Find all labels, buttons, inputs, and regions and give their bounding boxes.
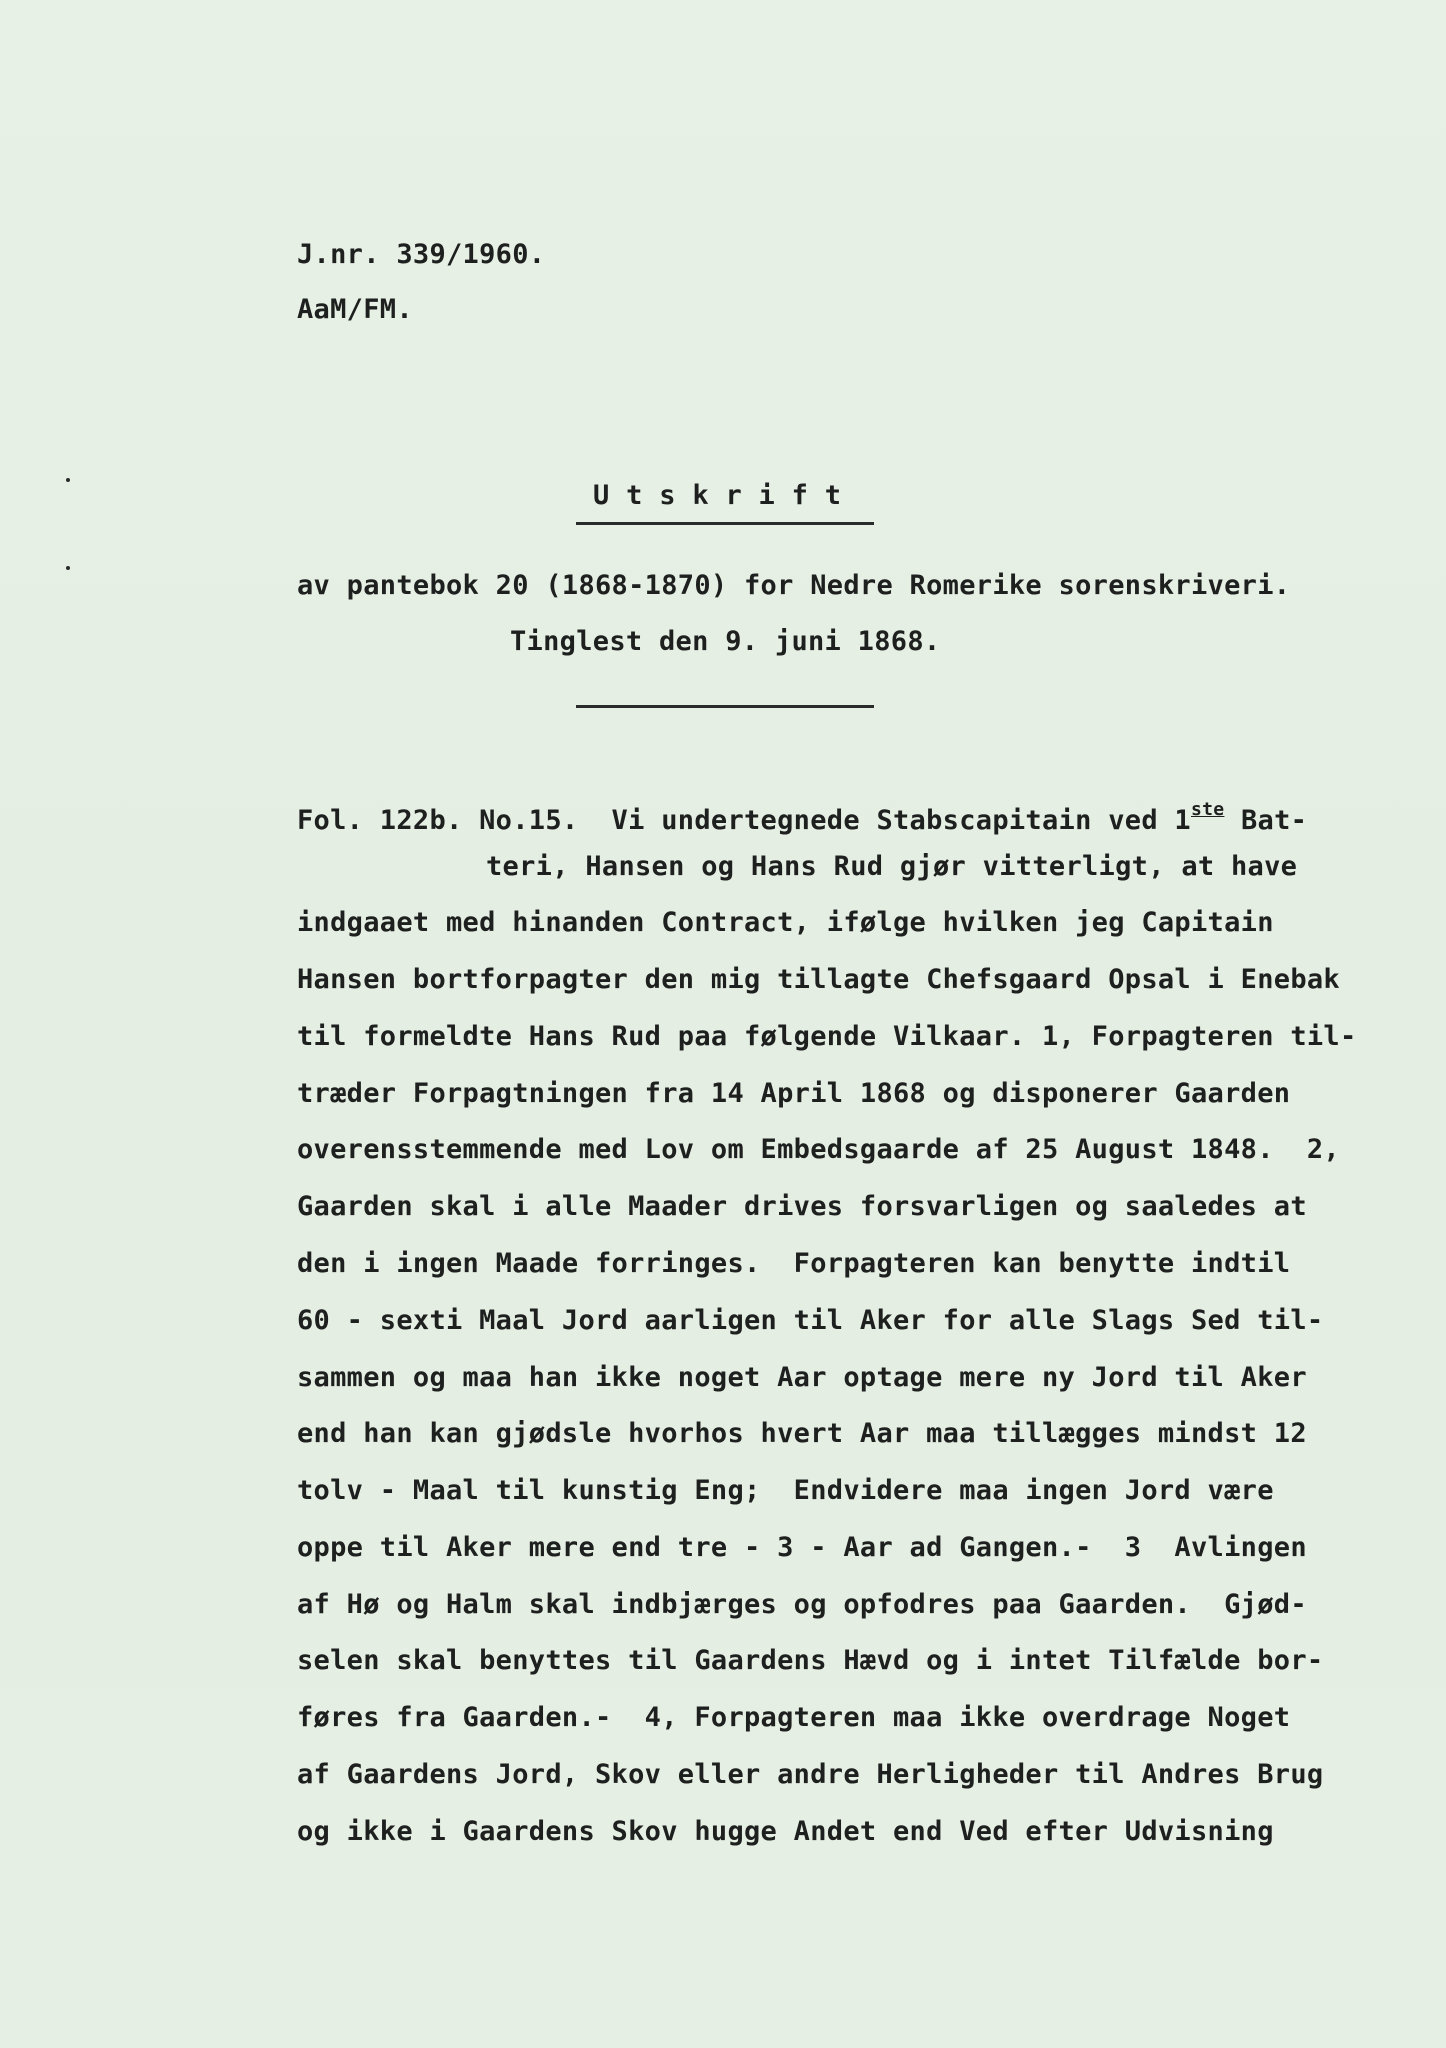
body-first-line xyxy=(297,793,1307,838)
body-line: Gaarden skal i alle Maader drives forsvarligen og saaledes at xyxy=(297,1191,1307,1222)
body-line: overensstemmende med Lov om Embedsgaarde af 25 August 1848. 2, xyxy=(297,1134,1340,1165)
body-line: end han kan gjødsle hvorhos hvert Aar maa tillægges mindst 12 xyxy=(297,1418,1307,1449)
body-line: selen skal benyttes til Gaardens Hævd og i intet Tilfælde bor- xyxy=(297,1645,1324,1676)
body-line: tolv - Maal til kunstig Eng; Endvidere maa ingen Jord være xyxy=(297,1475,1274,1506)
document-subtitle-line2: Tinglest den 9. juni 1868. xyxy=(510,626,941,657)
body-first-line-end: Bat- xyxy=(1224,805,1308,836)
body-line: føres fra Gaarden.- 4, Forpagteren maa ikke overdrage Noget xyxy=(297,1702,1291,1733)
body-first-line-text: Fol. 122b. No.15. Vi undertegnede Stabscapitain ved 1 xyxy=(297,805,1191,836)
body-line: indgaaet med hinanden Contract, ifølge hvilken jeg Capitain xyxy=(297,907,1274,938)
body-line: den i ingen Maade forringes. Forpagteren kan benytte indtil xyxy=(297,1248,1291,1279)
body-line: og ikke i Gaardens Skov hugge Andet end Ved efter Udvisning xyxy=(297,1816,1274,1847)
journal-number: J.nr. 339/1960. xyxy=(297,239,546,270)
ordinal-superscript: ste xyxy=(1191,799,1225,820)
body-line: sammen og maa han ikke noget Aar optage mere ny Jord til Aker xyxy=(297,1362,1307,1393)
margin-dot xyxy=(66,566,70,570)
body-line: oppe til Aker mere end tre - 3 - Aar ad Gangen.- 3 Avlingen xyxy=(297,1532,1307,1563)
heading-underline xyxy=(576,522,874,525)
body-line: træder Forpagtningen fra 14 April 1868 og disponerer Gaarden xyxy=(297,1078,1291,1109)
body-line: 60 - sexti Maal Jord aarligen til Aker for alle Slags Sed til- xyxy=(297,1305,1324,1336)
body-line: af Gaardens Jord, Skov eller andre Herligheder til Andres Brug xyxy=(297,1759,1324,1790)
document-heading: U t s k r i f t xyxy=(593,480,842,511)
subtitle-underline xyxy=(576,705,874,708)
body-line: teri, Hansen og Hans Rud gjør vitterligt, at have xyxy=(486,851,1298,882)
body-line: Hansen bortforpagter den mig tillagte Chefsgaard Opsal i Enebak xyxy=(297,964,1340,995)
body-line: til formeldte Hans Rud paa følgende Vilkaar. 1, Forpagteren til- xyxy=(297,1021,1357,1052)
margin-dot xyxy=(66,478,70,482)
document-subtitle-line1: av pantebok 20 (1868-1870) for Nedre Romerike sorenskriveri. xyxy=(297,570,1291,601)
initials: AaM/FM. xyxy=(297,294,413,325)
body-line: af Hø og Halm skal indbjærges og opfodres paa Gaarden. Gjød- xyxy=(297,1589,1307,1620)
